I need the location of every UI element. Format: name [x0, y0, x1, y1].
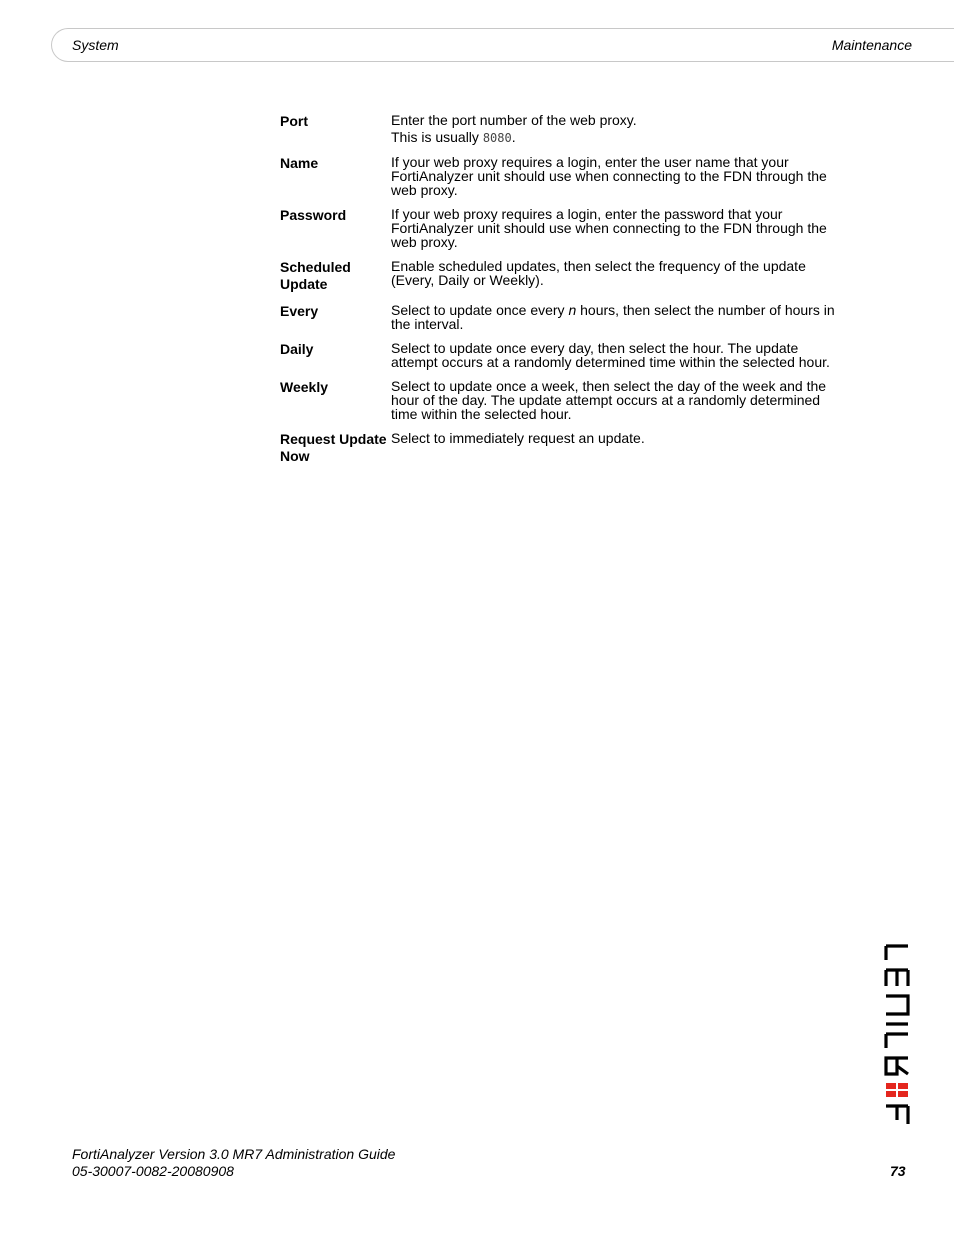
term-daily: Daily — [280, 341, 314, 357]
desc-every-prefix: Select to update once every — [391, 302, 569, 318]
term-name: Name — [280, 155, 319, 171]
footer-doc-number: 05-30007-0082-20080908 — [72, 1163, 234, 1179]
definition-table — [280, 113, 840, 475]
header-chapter-title: Maintenance — [831, 37, 912, 53]
desc-every — [391, 303, 840, 341]
desc-scheduled-update: Enable scheduled updates, then select the frequency of the update (Every, Daily or Weekly). — [391, 258, 806, 288]
desc-every-suffix: hours, then select the number of hours in the interval. — [391, 302, 835, 332]
desc-weekly: Select to update once a week, then select the day of the week and the hour of the day. The update attempt occurs at a randomly determined time within the selected hour. — [391, 378, 827, 422]
desc-subtext — [391, 130, 840, 145]
footer-document-info — [72, 1146, 395, 1180]
desc-request-update-now: Select to immediately request an update. — [391, 430, 645, 446]
term-password: Password — [280, 207, 347, 223]
term-request-update-now: Request Update Now — [280, 431, 387, 464]
port-code: 8080 — [482, 131, 512, 145]
definition-row — [280, 379, 840, 431]
desc-port — [391, 113, 840, 155]
header-bar — [51, 28, 954, 62]
definition-row — [280, 155, 840, 207]
desc-text: Enter the port number of the web proxy. — [391, 112, 637, 128]
desc-name: If your web proxy requires a login, enter the user name that your FortiAnalyzer unit should use when connecting to the FDN through the web proxy. — [391, 154, 827, 198]
term-scheduled-update: Scheduled Update — [280, 259, 351, 292]
fortinet-logo-icon — [878, 940, 918, 1130]
desc-every-variable: n — [568, 302, 577, 318]
definition-row — [280, 431, 840, 475]
desc-password: If your web proxy requires a login, enter the password that your FortiAnalyzer unit should use when connecting to the FDN through the web proxy. — [391, 206, 827, 250]
definition-row — [280, 303, 840, 341]
page-number: 73 — [890, 1163, 906, 1179]
definition-row — [280, 207, 840, 259]
definition-row — [280, 113, 840, 155]
definition-row — [280, 341, 840, 379]
header-section-title: System — [72, 37, 119, 53]
desc-subtext-prefix: This is usually — [391, 129, 483, 145]
desc-subtext-suffix: . — [511, 129, 516, 145]
term-port: Port — [280, 113, 308, 129]
footer-guide-title: FortiAnalyzer Version 3.0 MR7 Administration Guide — [72, 1146, 396, 1162]
term-every: Every — [280, 303, 319, 319]
term-weekly: Weekly — [280, 379, 328, 395]
desc-daily: Select to update once every day, then select the hour. The update attempt occurs at a randomly determined time within the selected hour. — [391, 340, 830, 370]
definition-row — [280, 259, 840, 303]
